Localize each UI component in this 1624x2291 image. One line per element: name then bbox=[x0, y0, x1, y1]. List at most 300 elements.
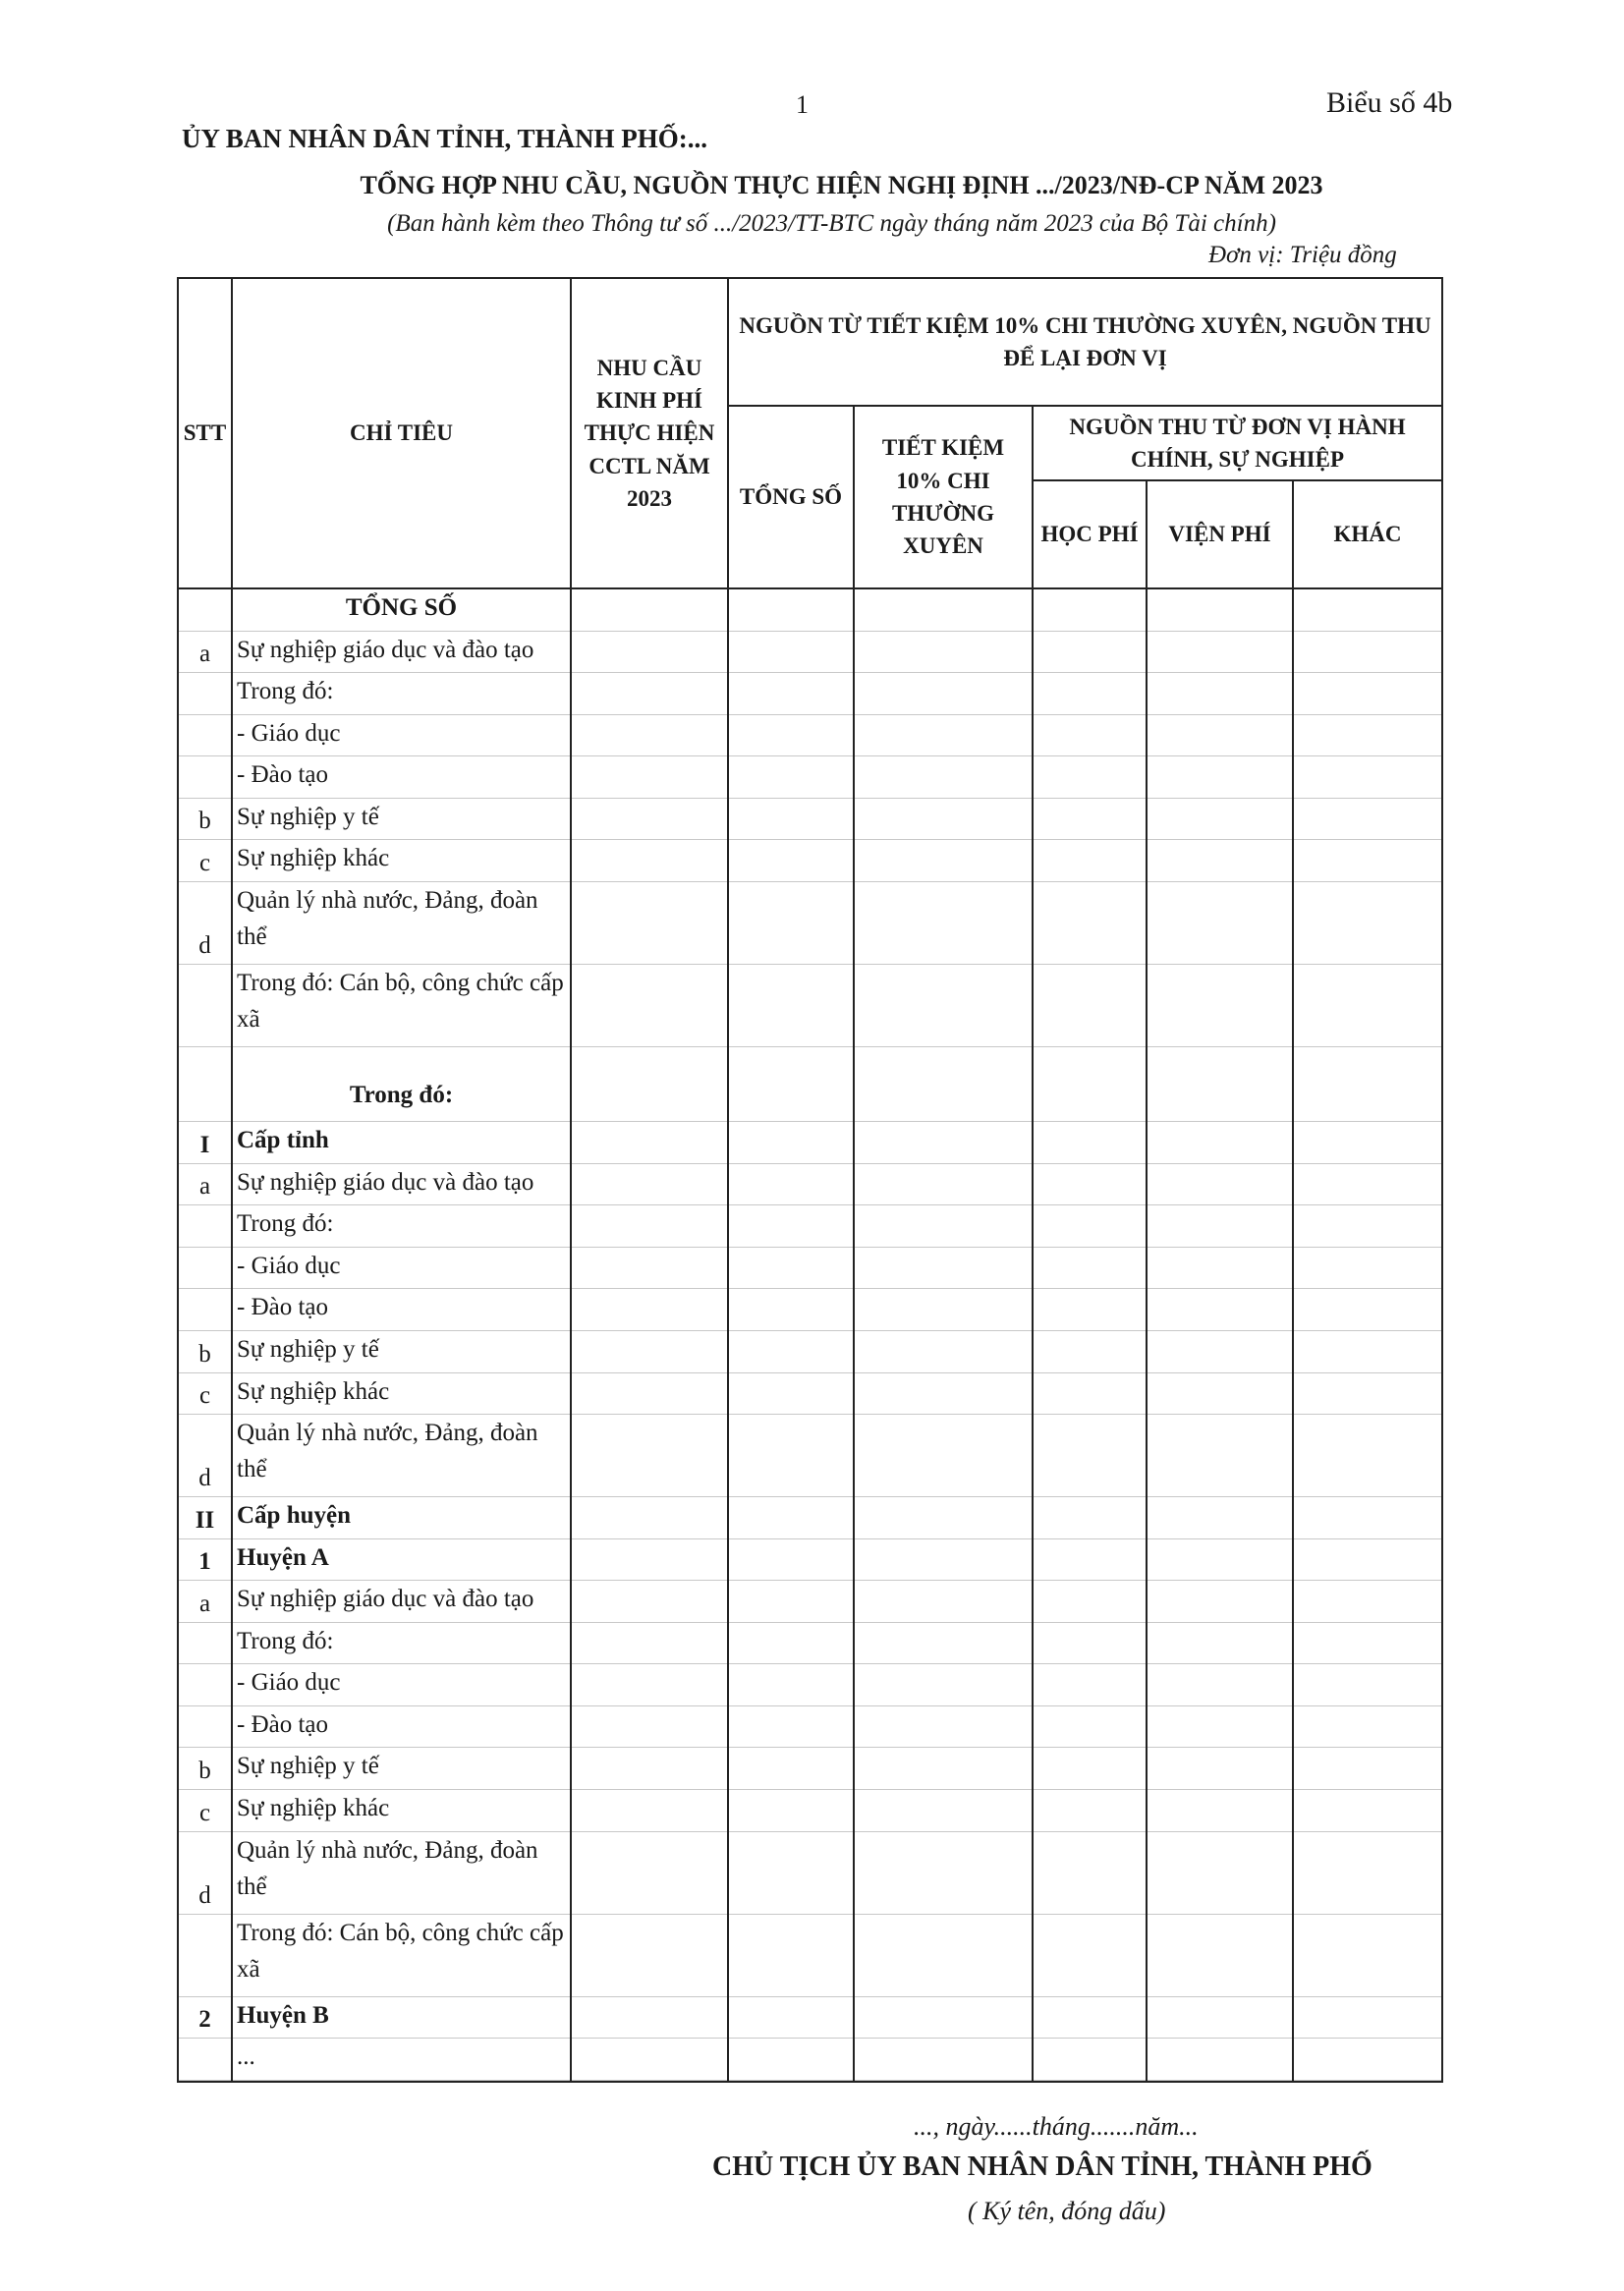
value-cell bbox=[1293, 1914, 1442, 1996]
header-stt: STT bbox=[178, 278, 232, 588]
value-cell bbox=[571, 588, 728, 631]
value-cell bbox=[854, 1538, 1033, 1581]
value-cell bbox=[854, 1247, 1033, 1289]
value-cell bbox=[1033, 1330, 1147, 1372]
value-cell bbox=[1033, 588, 1147, 631]
value-cell bbox=[571, 1538, 728, 1581]
value-cell bbox=[1033, 756, 1147, 799]
row-label: Sự nghiệp y tế bbox=[232, 1748, 571, 1790]
value-cell bbox=[854, 1205, 1033, 1248]
value-cell bbox=[854, 1831, 1033, 1914]
value-cell bbox=[1147, 631, 1293, 673]
value-cell bbox=[1147, 1581, 1293, 1623]
value-cell bbox=[571, 631, 728, 673]
value-cell bbox=[1033, 840, 1147, 882]
value-cell bbox=[1033, 2039, 1147, 2081]
row-stt bbox=[178, 1046, 232, 1121]
value-cell bbox=[1033, 631, 1147, 673]
table-row bbox=[178, 2080, 1442, 2082]
table-row bbox=[178, 1497, 1442, 1539]
value-cell bbox=[1033, 1497, 1147, 1539]
value-cell bbox=[1147, 1122, 1293, 1164]
value-cell bbox=[854, 714, 1033, 756]
value-cell bbox=[1033, 1748, 1147, 1790]
value-cell bbox=[1293, 1046, 1442, 1121]
row-label: TỔNG SỐ bbox=[232, 588, 571, 631]
value-cell bbox=[728, 1996, 854, 2039]
header-vien-phi: VIỆN PHÍ bbox=[1147, 480, 1293, 588]
value-cell bbox=[571, 840, 728, 882]
row-label: Quản lý nhà nước, Đảng, đoàn thể bbox=[232, 881, 571, 964]
table-row bbox=[178, 1247, 1442, 1289]
value-cell bbox=[1033, 798, 1147, 840]
table-row bbox=[178, 1790, 1442, 1832]
value-cell bbox=[1033, 1622, 1147, 1664]
header-nguon-thu-group: NGUỒN THU TỪ ĐƠN VỊ HÀNH CHÍNH, SỰ NGHIỆP bbox=[1033, 406, 1442, 480]
value-cell bbox=[728, 964, 854, 1046]
value-cell bbox=[571, 798, 728, 840]
value-cell bbox=[1033, 1289, 1147, 1331]
value-cell bbox=[1147, 1046, 1293, 1121]
value-cell bbox=[1147, 1247, 1293, 1289]
value-cell bbox=[1147, 1205, 1293, 1248]
value-cell bbox=[571, 1831, 728, 1914]
row-label: - Giáo dục bbox=[232, 1247, 571, 1289]
value-cell bbox=[571, 1996, 728, 2039]
value-cell bbox=[1293, 714, 1442, 756]
value-cell bbox=[1293, 2080, 1442, 2082]
header-hoc-phi: HỌC PHÍ bbox=[1033, 480, 1147, 588]
row-stt bbox=[178, 1914, 232, 1996]
summary-table bbox=[177, 277, 1443, 2083]
value-cell bbox=[1147, 881, 1293, 964]
header-tong-so: TỔNG SỐ bbox=[728, 406, 854, 588]
value-cell bbox=[1293, 1372, 1442, 1415]
table-row bbox=[178, 881, 1442, 964]
value-cell bbox=[1033, 1996, 1147, 2039]
value-cell bbox=[854, 1046, 1033, 1121]
value-cell bbox=[728, 840, 854, 882]
row-label: - Đào tạo bbox=[232, 1705, 571, 1748]
table-row bbox=[178, 756, 1442, 799]
document-title: TỔNG HỢP NHU CẦU, NGUỒN THỰC HIỆN NGHỊ ĐỊNH .../2023/NĐ-CP NĂM 2023 bbox=[360, 171, 1323, 199]
table-row bbox=[178, 1748, 1442, 1790]
value-cell bbox=[728, 1247, 854, 1289]
value-cell bbox=[728, 1705, 854, 1748]
row-label: Cấp tỉnh bbox=[232, 1122, 571, 1164]
table-row bbox=[178, 1831, 1442, 1914]
organization-name: ỦY BAN NHÂN DÂN TỈNH, THÀNH PHỐ:... bbox=[182, 124, 708, 153]
value-cell bbox=[571, 1790, 728, 1832]
date-line: ..., ngày......tháng.......năm... bbox=[914, 2112, 1199, 2141]
value-cell bbox=[1293, 1289, 1442, 1331]
value-cell bbox=[571, 964, 728, 1046]
value-cell bbox=[1293, 1622, 1442, 1664]
value-cell bbox=[728, 1581, 854, 1623]
value-cell bbox=[1293, 1415, 1442, 1497]
header-khac: KHÁC bbox=[1293, 480, 1442, 588]
row-stt bbox=[178, 1664, 232, 1706]
value-cell bbox=[1147, 840, 1293, 882]
row-stt bbox=[178, 1247, 232, 1289]
value-cell bbox=[854, 881, 1033, 964]
row-label: ... bbox=[232, 2039, 571, 2081]
value-cell bbox=[728, 1205, 854, 1248]
row-stt: II bbox=[178, 1497, 232, 1539]
row-stt: c bbox=[178, 1372, 232, 1415]
value-cell bbox=[854, 756, 1033, 799]
value-cell bbox=[1147, 1538, 1293, 1581]
value-cell bbox=[1147, 756, 1293, 799]
value-cell bbox=[854, 1122, 1033, 1164]
value-cell bbox=[728, 756, 854, 799]
signature-note: ( Ký tên, đóng dấu) bbox=[968, 2197, 1166, 2225]
value-cell bbox=[728, 2039, 854, 2081]
value-cell bbox=[854, 1330, 1033, 1372]
value-cell bbox=[1147, 1914, 1293, 1996]
value-cell bbox=[854, 1289, 1033, 1331]
row-label: Sự nghiệp y tế bbox=[232, 798, 571, 840]
value-cell bbox=[1033, 881, 1147, 964]
value-cell bbox=[854, 1748, 1033, 1790]
table-row bbox=[178, 1914, 1442, 1996]
row-stt bbox=[178, 2039, 232, 2081]
row-label: Trong đó: bbox=[232, 1205, 571, 1248]
value-cell bbox=[854, 1914, 1033, 1996]
value-cell bbox=[1033, 673, 1147, 715]
row-label: - Đào tạo bbox=[232, 1289, 571, 1331]
value-cell bbox=[1293, 1163, 1442, 1205]
row-stt: d bbox=[178, 1831, 232, 1914]
table-row bbox=[178, 1622, 1442, 1664]
value-cell bbox=[1033, 1046, 1147, 1121]
table-row bbox=[178, 1705, 1442, 1748]
value-cell bbox=[571, 2080, 728, 2082]
value-cell bbox=[1293, 1664, 1442, 1706]
value-cell bbox=[571, 1289, 728, 1331]
value-cell bbox=[728, 673, 854, 715]
value-cell bbox=[854, 1497, 1033, 1539]
page-number: 1 bbox=[796, 90, 809, 119]
value-cell bbox=[1293, 881, 1442, 964]
table-row bbox=[178, 1581, 1442, 1623]
value-cell bbox=[1293, 1330, 1442, 1372]
row-stt: b bbox=[178, 798, 232, 840]
row-label: Quản lý nhà nước, Đảng, đoàn thể bbox=[232, 1831, 571, 1914]
value-cell bbox=[1033, 1205, 1147, 1248]
value-cell bbox=[1147, 964, 1293, 1046]
value-cell bbox=[854, 1581, 1033, 1623]
row-stt bbox=[178, 673, 232, 715]
value-cell bbox=[1033, 1372, 1147, 1415]
value-cell bbox=[1293, 840, 1442, 882]
value-cell bbox=[1033, 1415, 1147, 1497]
value-cell bbox=[728, 1790, 854, 1832]
row-stt: a bbox=[178, 631, 232, 673]
value-cell bbox=[1293, 964, 1442, 1046]
value-cell bbox=[728, 1163, 854, 1205]
value-cell bbox=[1147, 1372, 1293, 1415]
signature-title: CHỦ TỊCH ỦY BAN NHÂN DÂN TỈNH, THÀNH PHỐ bbox=[712, 2151, 1372, 2182]
row-stt bbox=[178, 1622, 232, 1664]
value-cell bbox=[1293, 798, 1442, 840]
table-row bbox=[178, 631, 1442, 673]
row-label: Trong đó: bbox=[232, 1622, 571, 1664]
value-cell bbox=[571, 1247, 728, 1289]
value-cell bbox=[854, 2080, 1033, 2082]
value-cell bbox=[571, 2039, 728, 2081]
value-cell bbox=[571, 714, 728, 756]
value-cell bbox=[1033, 1831, 1147, 1914]
row-stt bbox=[178, 1705, 232, 1748]
value-cell bbox=[1033, 714, 1147, 756]
value-cell bbox=[728, 881, 854, 964]
value-cell bbox=[1293, 1538, 1442, 1581]
row-stt: a bbox=[178, 1163, 232, 1205]
row-stt bbox=[178, 588, 232, 631]
form-code: Biểu số 4b bbox=[1326, 86, 1453, 119]
table-row bbox=[178, 588, 1442, 631]
value-cell bbox=[1033, 1914, 1147, 1996]
row-stt bbox=[178, 714, 232, 756]
value-cell bbox=[1147, 1831, 1293, 1914]
value-cell bbox=[854, 964, 1033, 1046]
value-cell bbox=[1147, 1163, 1293, 1205]
row-label: Sự nghiệp khác bbox=[232, 840, 571, 882]
row-label: - Giáo dục bbox=[232, 1664, 571, 1706]
value-cell bbox=[1033, 964, 1147, 1046]
value-cell bbox=[728, 714, 854, 756]
value-cell bbox=[1033, 2080, 1147, 2082]
value-cell bbox=[728, 798, 854, 840]
row-label bbox=[232, 2080, 571, 2082]
value-cell bbox=[571, 756, 728, 799]
row-stt: a bbox=[178, 1581, 232, 1623]
value-cell bbox=[1147, 1497, 1293, 1539]
value-cell bbox=[1033, 1790, 1147, 1832]
row-stt bbox=[178, 756, 232, 799]
row-label: Quản lý nhà nước, Đảng, đoàn thể bbox=[232, 1415, 571, 1497]
row-label: Huyện A bbox=[232, 1538, 571, 1581]
table-row bbox=[178, 964, 1442, 1046]
value-cell bbox=[1147, 714, 1293, 756]
value-cell bbox=[854, 588, 1033, 631]
row-stt: d bbox=[178, 1415, 232, 1497]
table-row bbox=[178, 1538, 1442, 1581]
row-label: - Giáo dục bbox=[232, 714, 571, 756]
table-row bbox=[178, 2039, 1442, 2081]
row-stt: I bbox=[178, 1122, 232, 1164]
value-cell bbox=[1033, 1247, 1147, 1289]
value-cell bbox=[1147, 1705, 1293, 1748]
value-cell bbox=[1147, 673, 1293, 715]
row-stt: b bbox=[178, 1748, 232, 1790]
value-cell bbox=[728, 1538, 854, 1581]
row-label: - Đào tạo bbox=[232, 756, 571, 799]
value-cell bbox=[854, 1415, 1033, 1497]
table-row bbox=[178, 1415, 1442, 1497]
table-row bbox=[178, 840, 1442, 882]
value-cell bbox=[728, 1748, 854, 1790]
row-stt: 2 bbox=[178, 1996, 232, 2039]
row-label: Trong đó: bbox=[232, 673, 571, 715]
value-cell bbox=[571, 1581, 728, 1623]
value-cell bbox=[854, 1705, 1033, 1748]
table-row bbox=[178, 714, 1442, 756]
value-cell bbox=[571, 881, 728, 964]
value-cell bbox=[571, 1122, 728, 1164]
row-label: Trong đó: bbox=[232, 1046, 571, 1121]
value-cell bbox=[1293, 588, 1442, 631]
row-label: Sự nghiệp giáo dục và đào tạo bbox=[232, 1163, 571, 1205]
table-row bbox=[178, 798, 1442, 840]
value-cell bbox=[571, 673, 728, 715]
table-row bbox=[178, 1046, 1442, 1121]
table-row bbox=[178, 1664, 1442, 1706]
row-label: Sự nghiệp giáo dục và đào tạo bbox=[232, 1581, 571, 1623]
value-cell bbox=[854, 673, 1033, 715]
value-cell bbox=[854, 1790, 1033, 1832]
value-cell bbox=[854, 2039, 1033, 2081]
table-row bbox=[178, 673, 1442, 715]
value-cell bbox=[571, 1914, 728, 1996]
row-stt bbox=[178, 1289, 232, 1331]
table-row bbox=[178, 1372, 1442, 1415]
value-cell bbox=[571, 1415, 728, 1497]
value-cell bbox=[728, 1122, 854, 1164]
table-row bbox=[178, 1289, 1442, 1331]
value-cell bbox=[571, 1372, 728, 1415]
value-cell bbox=[1293, 673, 1442, 715]
row-label: Huyện B bbox=[232, 1996, 571, 2039]
row-stt: 1 bbox=[178, 1538, 232, 1581]
table-row bbox=[178, 1996, 1442, 2039]
value-cell bbox=[1033, 1122, 1147, 1164]
value-cell bbox=[728, 1289, 854, 1331]
value-cell bbox=[854, 840, 1033, 882]
value-cell bbox=[728, 2080, 854, 2082]
row-stt bbox=[178, 2080, 232, 2082]
unit-label: Đơn vị: Triệu đồng bbox=[1208, 242, 1397, 268]
value-cell bbox=[571, 1748, 728, 1790]
value-cell bbox=[854, 1372, 1033, 1415]
value-cell bbox=[1293, 1247, 1442, 1289]
header-chi-tieu: CHỈ TIÊU bbox=[232, 278, 571, 588]
value-cell bbox=[728, 588, 854, 631]
row-label: Trong đó: Cán bộ, công chức cấp xã bbox=[232, 1914, 571, 1996]
value-cell bbox=[1293, 756, 1442, 799]
row-label: Sự nghiệp khác bbox=[232, 1790, 571, 1832]
value-cell bbox=[1033, 1163, 1147, 1205]
row-stt: c bbox=[178, 840, 232, 882]
value-cell bbox=[1293, 1996, 1442, 2039]
row-stt: c bbox=[178, 1790, 232, 1832]
value-cell bbox=[854, 798, 1033, 840]
value-cell bbox=[1293, 1831, 1442, 1914]
value-cell bbox=[728, 1622, 854, 1664]
value-cell bbox=[728, 1372, 854, 1415]
value-cell bbox=[1293, 1581, 1442, 1623]
value-cell bbox=[854, 1996, 1033, 2039]
document-subtitle: (Ban hành kèm theo Thông tư số .../2023/TT-BTC ngày tháng năm 2023 của Bộ Tài chính) bbox=[387, 210, 1276, 237]
value-cell bbox=[571, 1205, 728, 1248]
value-cell bbox=[1033, 1581, 1147, 1623]
value-cell bbox=[1293, 631, 1442, 673]
value-cell bbox=[728, 1664, 854, 1706]
value-cell bbox=[1033, 1538, 1147, 1581]
value-cell bbox=[1293, 1705, 1442, 1748]
table-row bbox=[178, 1330, 1442, 1372]
value-cell bbox=[1293, 1790, 1442, 1832]
value-cell bbox=[1293, 1122, 1442, 1164]
value-cell bbox=[1147, 1330, 1293, 1372]
value-cell bbox=[1147, 1664, 1293, 1706]
value-cell bbox=[1147, 1415, 1293, 1497]
value-cell bbox=[1147, 1748, 1293, 1790]
value-cell bbox=[728, 1914, 854, 1996]
value-cell bbox=[571, 1497, 728, 1539]
value-cell bbox=[854, 631, 1033, 673]
row-stt bbox=[178, 1205, 232, 1248]
value-cell bbox=[1033, 1664, 1147, 1706]
value-cell bbox=[1293, 1748, 1442, 1790]
value-cell bbox=[854, 1163, 1033, 1205]
row-stt bbox=[178, 964, 232, 1046]
value-cell bbox=[1147, 2039, 1293, 2081]
row-stt: b bbox=[178, 1330, 232, 1372]
value-cell bbox=[854, 1664, 1033, 1706]
value-cell bbox=[1033, 1705, 1147, 1748]
value-cell bbox=[1147, 1289, 1293, 1331]
value-cell bbox=[1147, 1996, 1293, 2039]
header-tiet-kiem: TIẾT KIỆM 10% CHI THƯỜNG XUYÊN bbox=[854, 406, 1033, 588]
value-cell bbox=[728, 1415, 854, 1497]
value-cell bbox=[571, 1330, 728, 1372]
value-cell bbox=[1293, 1205, 1442, 1248]
value-cell bbox=[1147, 1622, 1293, 1664]
value-cell bbox=[728, 1497, 854, 1539]
value-cell bbox=[728, 1046, 854, 1121]
header-nguon-group: NGUỒN TỪ TIẾT KIỆM 10% CHI THƯỜNG XUYÊN, NGUỒN THU ĐỂ LẠI ĐƠN VỊ bbox=[728, 278, 1442, 406]
value-cell bbox=[1147, 588, 1293, 631]
value-cell bbox=[571, 1664, 728, 1706]
row-label: Cấp huyện bbox=[232, 1497, 571, 1539]
row-label: Sự nghiệp khác bbox=[232, 1372, 571, 1415]
value-cell bbox=[854, 1622, 1033, 1664]
table-row bbox=[178, 1205, 1442, 1248]
table-row bbox=[178, 1122, 1442, 1164]
value-cell bbox=[1147, 798, 1293, 840]
value-cell bbox=[728, 631, 854, 673]
value-cell bbox=[571, 1046, 728, 1121]
value-cell bbox=[571, 1163, 728, 1205]
value-cell bbox=[571, 1622, 728, 1664]
value-cell bbox=[1293, 2039, 1442, 2081]
value-cell bbox=[728, 1831, 854, 1914]
row-label: Sự nghiệp giáo dục và đào tạo bbox=[232, 631, 571, 673]
row-stt: d bbox=[178, 881, 232, 964]
row-label: Sự nghiệp y tế bbox=[232, 1330, 571, 1372]
value-cell bbox=[571, 1705, 728, 1748]
value-cell bbox=[1293, 1497, 1442, 1539]
table-body bbox=[178, 588, 1442, 2082]
value-cell bbox=[728, 1330, 854, 1372]
row-label: Trong đó: Cán bộ, công chức cấp xã bbox=[232, 964, 571, 1046]
value-cell bbox=[1147, 1790, 1293, 1832]
table-row bbox=[178, 1163, 1442, 1205]
value-cell bbox=[1147, 2080, 1293, 2082]
header-nhu-cau: NHU CẦU KINH PHÍ THỰC HIỆN CCTL NĂM 2023 bbox=[571, 278, 728, 588]
